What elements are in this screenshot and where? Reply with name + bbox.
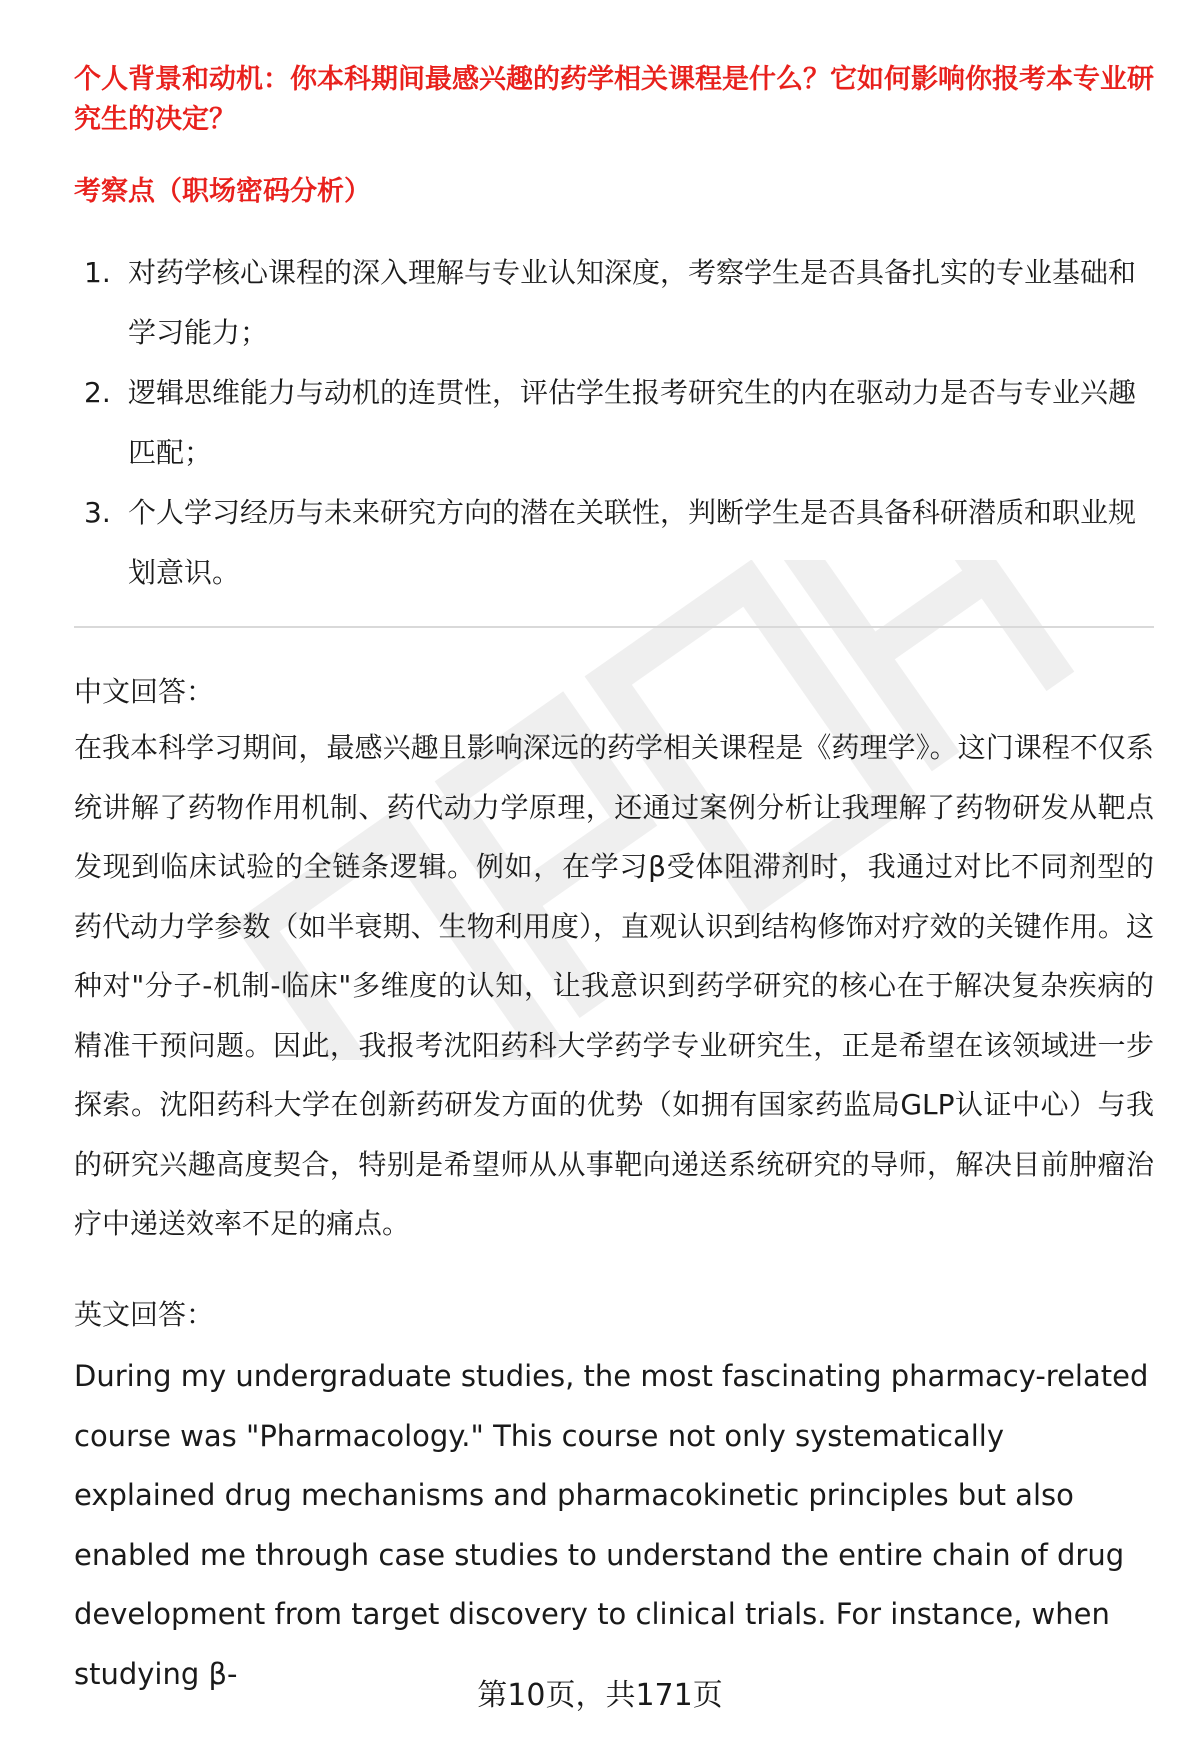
list-item-number: 1.: [84, 256, 111, 289]
chinese-answer-label: 中文回答：: [74, 675, 215, 708]
list-item-text: 个人学习经历与未来研究方向的潜在关联性，判断学生是否具备科研潜质和职业规划意识。: [128, 496, 1137, 589]
english-answer-label: 英文回答：: [74, 1298, 215, 1331]
assessment-points-list: [74, 243, 1154, 603]
question-heading: 个人背景和动机：你本科期间最感兴趣的药学相关课程是什么？它如何影响你报考本专业研究生的决定？: [74, 64, 1154, 135]
chinese-answer-text: 在我本科学习期间，最感兴趣且影响深远的药学相关课程是《药理学》。这门课程不仅系统讲解了药物作用机制、药代动力学原理，还通过案例分析让我理解了药物研发从靶点发现到临床试验的全链条逻辑。例如，在学习β受体阻滞剂时，我通过对比不同剂型的药代动力学参数（如半衰期、生物利用度），直观认识到结构修饰对疗效的关键作用。这种对"分子-机制-临床"多维度的认知，让我意识到药学研究的核心在于解决复杂疾病的精准干预问题。因此，我报考沈阳药科大学药学专业研究生，正是希望在该领域进一步探索。沈阳药科大学在创新药研发方面的优势（如拥有国家药监局GLP认证中心）与我的研究兴趣高度契合，特别是希望师从从事靶向递送系统研究的导师，解决目前肿瘤治疗中递送效率不足的痛点。: [74, 731, 1154, 1240]
list-item-text: 逻辑思维能力与动机的连贯性，评估学生报考研究生的内在驱动力是否与专业兴趣匹配；: [128, 376, 1137, 469]
list-item-text: 对药学核心课程的深入理解与专业认知深度，考察学生是否具备扎实的专业基础和学习能力；: [128, 256, 1137, 349]
english-answer-text: During my undergraduate studies, the most fascinating pharmacy-related course was "Pharmacology." This course not only systematically explained drug mechanisms and pharmacokinetic principles but also enabled me through case studies to understand the entire chain of drug development from target discovery to clinical trials. For instance, when studying β-: [74, 1359, 1149, 1691]
list-item: [74, 243, 1154, 363]
page-number-footer: 第10页，共171页: [477, 1678, 723, 1713]
section-divider: [74, 626, 1154, 628]
assessment-points-heading: 考察点（职场密码分析）: [74, 176, 371, 207]
list-item-number: 2.: [84, 376, 111, 409]
list-item: [74, 363, 1154, 483]
list-item: [74, 483, 1154, 603]
list-item-number: 3.: [84, 496, 111, 529]
